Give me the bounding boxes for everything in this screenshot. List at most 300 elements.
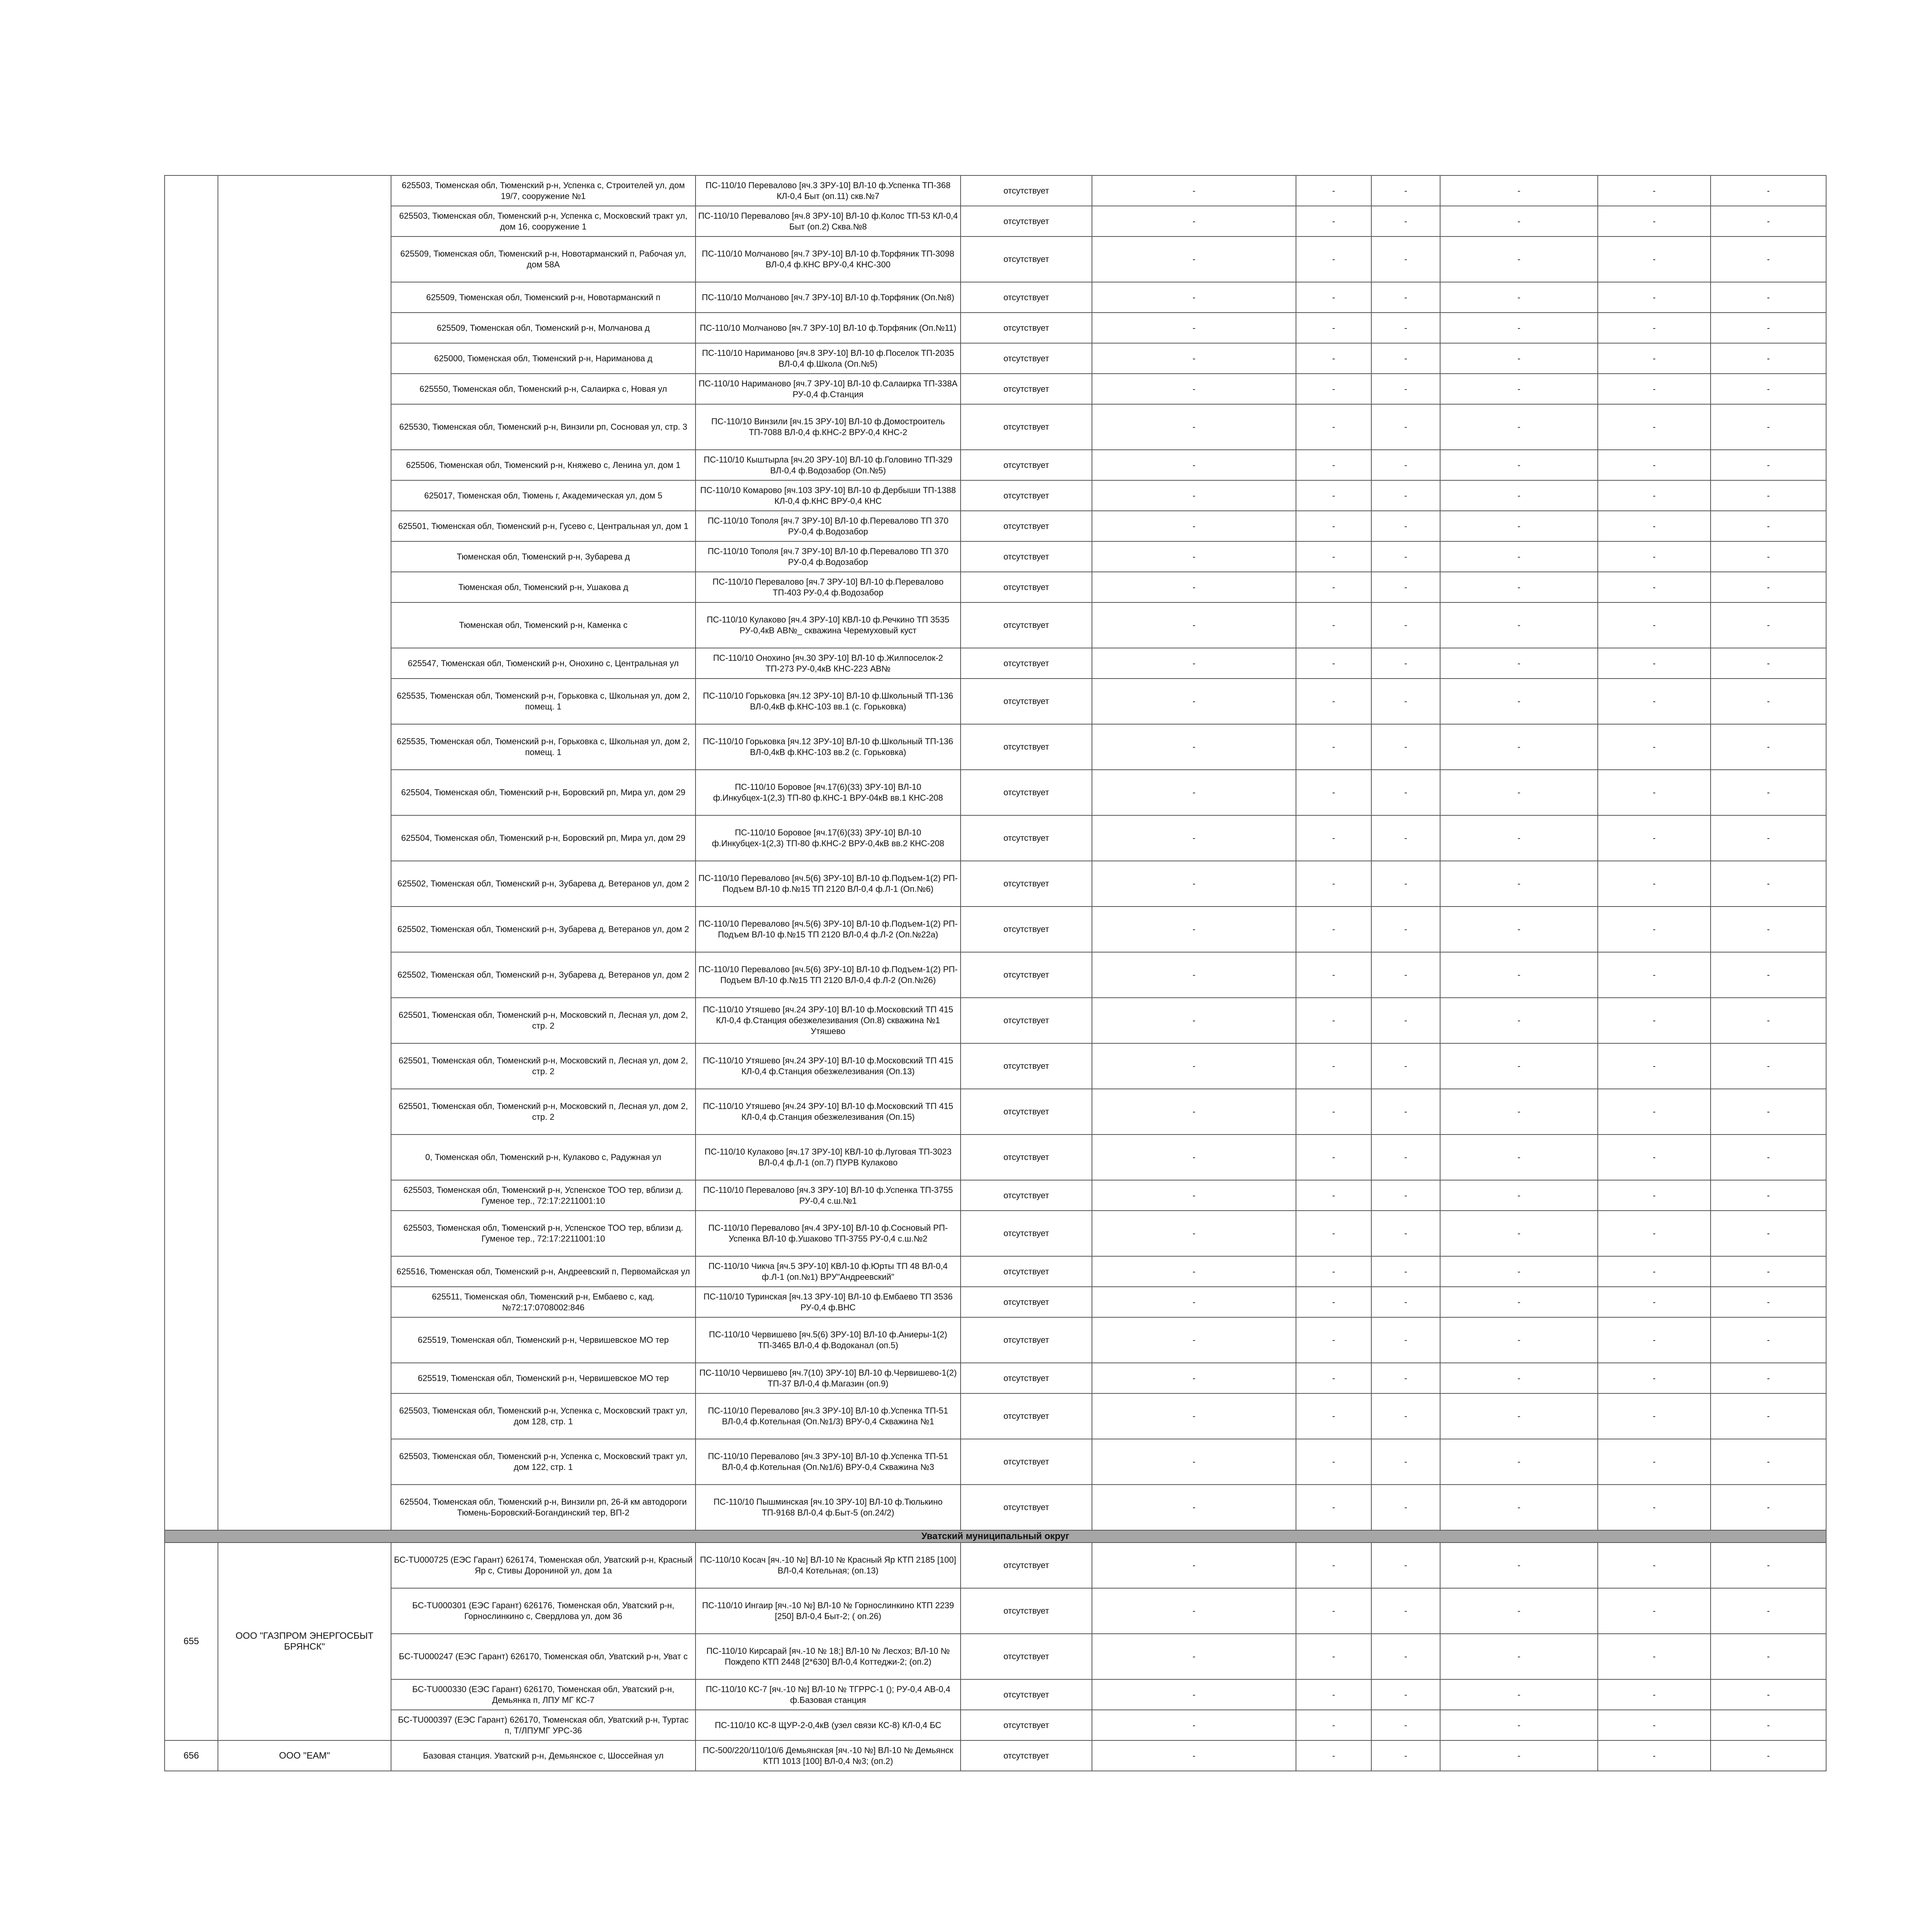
- value-cell: -: [1371, 679, 1440, 724]
- power-line-cell: ПС-110/10 Утяшево [яч.24 ЗРУ-10] ВЛ-10 ф.Московский ТП 415 КЛ-0,4 ф.Станция обезжелезивания (Оп.8) скважина №1 Утяшево: [696, 998, 961, 1043]
- status-cell: отсутствует: [961, 374, 1092, 404]
- address-cell: 625503, Тюменская обл, Тюменский р-н, Успенка с, Московский тракт ул, дом 128, стр. 1: [391, 1393, 696, 1439]
- value-cell: -: [1440, 1393, 1598, 1439]
- value-cell: -: [1440, 952, 1598, 998]
- value-cell: -: [1711, 206, 1826, 236]
- value-cell: -: [1371, 450, 1440, 480]
- table-row: [165, 861, 1826, 907]
- value-cell: -: [1296, 1543, 1371, 1588]
- table-row: [165, 175, 1826, 206]
- address-cell: 625535, Тюменская обл, Тюменский р-н, Горьковка с, Школьная ул, дом 2, помещ. 1: [391, 679, 696, 724]
- value-cell: -: [1296, 679, 1371, 724]
- value-cell: -: [1296, 282, 1371, 313]
- value-cell: -: [1092, 1634, 1296, 1679]
- registry-table: [164, 175, 1827, 1771]
- value-cell: -: [1598, 770, 1711, 815]
- value-cell: -: [1711, 952, 1826, 998]
- power-line-cell: ПС-110/10 Перевалово [яч.8 ЗРУ-10] ВЛ-10 ф.Колос ТП-53 КЛ-0,4 Быт (оп.2) Сква.№8: [696, 206, 961, 236]
- table-row: [165, 648, 1826, 679]
- value-cell: -: [1440, 1588, 1598, 1634]
- value-cell: -: [1296, 1180, 1371, 1211]
- value-cell: -: [1440, 374, 1598, 404]
- address-cell: 625501, Тюменская обл, Тюменский р-н, Московский п, Лесная ул, дом 2, стр. 2: [391, 1089, 696, 1135]
- value-cell: -: [1598, 602, 1711, 648]
- address-cell: 625509, Тюменская обл, Тюменский р-н, Новотарманский п: [391, 282, 696, 313]
- address-cell: Базовая станция. Уватский р-н, Демьянское с, Шоссейная ул: [391, 1740, 696, 1771]
- value-cell: -: [1440, 1485, 1598, 1530]
- power-line-cell: ПС-110/10 Нариманово [яч.7 ЗРУ-10] ВЛ-10 ф.Салаирка ТП-338А РУ-0,4 ф.Станция: [696, 374, 961, 404]
- table-row: [165, 1363, 1826, 1393]
- status-cell: отсутствует: [961, 1634, 1092, 1679]
- value-cell: -: [1598, 1089, 1711, 1135]
- value-cell: -: [1296, 952, 1371, 998]
- status-cell: отсутствует: [961, 1089, 1092, 1135]
- table-row: [165, 1211, 1826, 1256]
- value-cell: -: [1296, 1287, 1371, 1317]
- table-row: [165, 1043, 1826, 1089]
- power-line-cell: ПС-110/10 Туринская [яч.13 ЗРУ-10] ВЛ-10 ф.Ембаево ТП 3536 РУ-0,4 ф.ВНС: [696, 1287, 961, 1317]
- table-row: [165, 313, 1826, 343]
- value-cell: -: [1296, 313, 1371, 343]
- value-cell: -: [1598, 1588, 1711, 1634]
- table-row: [165, 1485, 1826, 1530]
- value-cell: -: [1440, 572, 1598, 602]
- value-cell: -: [1711, 1363, 1826, 1393]
- value-cell: -: [1371, 815, 1440, 861]
- address-cell: 625535, Тюменская обл, Тюменский р-н, Горьковка с, Школьная ул, дом 2, помещ. 1: [391, 724, 696, 770]
- power-line-cell: ПС-110/10 Перевалово [яч.3 ЗРУ-10] ВЛ-10 ф.Успенка ТП-3755 РУ-0,4 с.ш.№1: [696, 1180, 961, 1211]
- value-cell: -: [1440, 1043, 1598, 1089]
- address-cell: 625502, Тюменская обл, Тюменский р-н, Зубарева д, Ветеранов ул, дом 2: [391, 861, 696, 907]
- value-cell: -: [1296, 175, 1371, 206]
- status-cell: отсутствует: [961, 1043, 1092, 1089]
- value-cell: -: [1371, 1393, 1440, 1439]
- value-cell: -: [1598, 1363, 1711, 1393]
- status-cell: отсутствует: [961, 1543, 1092, 1588]
- value-cell: -: [1296, 648, 1371, 679]
- value-cell: -: [1598, 541, 1711, 572]
- value-cell: -: [1440, 480, 1598, 511]
- address-cell: 625504, Тюменская обл, Тюменский р-н, Винзили рп, 26-й км автодороги Тюмень-Боровский-Богандинский тер, ВП-2: [391, 1485, 696, 1530]
- table-row: [165, 815, 1826, 861]
- power-line-cell: ПС-110/10 Косач [яч.-10 №] ВЛ-10 № Красный Яр КТП 2185 [100] ВЛ-0,4 Котельная; (оп.13): [696, 1543, 961, 1588]
- value-cell: -: [1711, 511, 1826, 541]
- value-cell: -: [1296, 1710, 1371, 1740]
- status-cell: отсутствует: [961, 770, 1092, 815]
- address-cell: 625502, Тюменская обл, Тюменский р-н, Зубарева д, Ветеранов ул, дом 2: [391, 907, 696, 952]
- value-cell: -: [1711, 374, 1826, 404]
- value-cell: -: [1598, 1485, 1711, 1530]
- table-row: [165, 1740, 1826, 1771]
- status-cell: отсутствует: [961, 541, 1092, 572]
- power-line-cell: ПС-110/10 Перевалово [яч.5(6) ЗРУ-10] ВЛ-10 ф.Подъем-1(2) РП-Подъем ВЛ-10 ф.№15 ТП 2120 ВЛ-0,4 ф.Л-1 (Оп.№6): [696, 861, 961, 907]
- value-cell: -: [1711, 1740, 1826, 1771]
- power-line-cell: ПС-110/10 Утяшево [яч.24 ЗРУ-10] ВЛ-10 ф.Московский ТП 415 КЛ-0,4 ф.Станция обезжелезивания (Оп.15): [696, 1089, 961, 1135]
- value-cell: -: [1371, 1287, 1440, 1317]
- value-cell: -: [1440, 724, 1598, 770]
- value-cell: -: [1711, 679, 1826, 724]
- value-cell: -: [1440, 998, 1598, 1043]
- value-cell: -: [1296, 1363, 1371, 1393]
- value-cell: -: [1440, 1317, 1598, 1363]
- address-cell: 625503, Тюменская обл, Тюменский р-н, Успенка с, Московский тракт ул, дом 16, сооружение 1: [391, 206, 696, 236]
- status-cell: отсутствует: [961, 648, 1092, 679]
- value-cell: -: [1296, 1588, 1371, 1634]
- value-cell: -: [1711, 1287, 1826, 1317]
- value-cell: -: [1092, 1710, 1296, 1740]
- power-line-cell: ПС-110/10 Кулаково [яч.17 ЗРУ-10] КВЛ-10 ф.Луговая ТП-3023 ВЛ-0,4 ф.Л-1 (оп.7) ПУРВ Кулаково: [696, 1135, 961, 1180]
- value-cell: -: [1711, 1135, 1826, 1180]
- value-cell: -: [1092, 1393, 1296, 1439]
- table-row: [165, 679, 1826, 724]
- status-cell: отсутствует: [961, 1393, 1092, 1439]
- table-row: [165, 1317, 1826, 1363]
- address-cell: 625501, Тюменская обл, Тюменский р-н, Московский п, Лесная ул, дом 2, стр. 2: [391, 1043, 696, 1089]
- value-cell: -: [1296, 206, 1371, 236]
- value-cell: -: [1598, 404, 1711, 450]
- value-cell: -: [1711, 1485, 1826, 1530]
- value-cell: -: [1598, 1043, 1711, 1089]
- value-cell: -: [1092, 1180, 1296, 1211]
- address-cell: 625547, Тюменская обл, Тюменский р-н, Онохино с, Центральная ул: [391, 648, 696, 679]
- address-cell: Тюменская обл, Тюменский р-н, Ушакова д: [391, 572, 696, 602]
- value-cell: -: [1711, 572, 1826, 602]
- row-number-cell: 656: [165, 1740, 218, 1771]
- row-number-cell: 655: [165, 1543, 218, 1740]
- value-cell: -: [1296, 1211, 1371, 1256]
- status-cell: отсутствует: [961, 724, 1092, 770]
- value-cell: -: [1371, 1439, 1440, 1485]
- value-cell: -: [1092, 1135, 1296, 1180]
- value-cell: -: [1092, 404, 1296, 450]
- value-cell: -: [1371, 1679, 1440, 1710]
- value-cell: -: [1598, 1287, 1711, 1317]
- value-cell: -: [1440, 1135, 1598, 1180]
- value-cell: -: [1440, 282, 1598, 313]
- value-cell: -: [1440, 541, 1598, 572]
- value-cell: -: [1598, 343, 1711, 374]
- table-row: [165, 236, 1826, 282]
- value-cell: -: [1598, 648, 1711, 679]
- value-cell: -: [1711, 1588, 1826, 1634]
- value-cell: -: [1711, 313, 1826, 343]
- table-row: [165, 206, 1826, 236]
- value-cell: -: [1296, 1089, 1371, 1135]
- value-cell: -: [1711, 1089, 1826, 1135]
- value-cell: -: [1598, 998, 1711, 1043]
- status-cell: отсутствует: [961, 343, 1092, 374]
- value-cell: -: [1092, 770, 1296, 815]
- value-cell: -: [1296, 450, 1371, 480]
- power-line-cell: ПС-110/10 Горьковка [яч.12 ЗРУ-10] ВЛ-10 ф.Школьный ТП-136 ВЛ-0,4кВ ф.КНС-103 вв.1 (с. Горьковка): [696, 679, 961, 724]
- value-cell: -: [1711, 1211, 1826, 1256]
- power-line-cell: ПС-110/10 Винзили [яч.15 ЗРУ-10] ВЛ-10 ф.Домостроитель ТП-7088 ВЛ-0,4 ф.КНС-2 ВРУ-0,4 КНС-2: [696, 404, 961, 450]
- table-row: [165, 907, 1826, 952]
- organization-cell: ООО "ГАЗПРОМ ЭНЕРГОСБЫТ БРЯНСК": [218, 1543, 391, 1740]
- value-cell: -: [1371, 1089, 1440, 1135]
- section-header-row: [165, 1530, 1826, 1543]
- table-row: [165, 1439, 1826, 1485]
- power-line-cell: ПС-110/10 Утяшево [яч.24 ЗРУ-10] ВЛ-10 ф.Московский ТП 415 КЛ-0,4 ф.Станция обезжелезивания (Оп.13): [696, 1043, 961, 1089]
- value-cell: -: [1598, 1679, 1711, 1710]
- status-cell: отсутствует: [961, 1317, 1092, 1363]
- value-cell: -: [1598, 1543, 1711, 1588]
- power-line-cell: ПС-500/220/110/10/6 Демьянская [яч.-10 №] ВЛ-10 № Демьянск КТП 1013 [100] ВЛ-0,4 №3; (оп.2): [696, 1740, 961, 1771]
- value-cell: -: [1598, 679, 1711, 724]
- table-row: [165, 480, 1826, 511]
- value-cell: -: [1711, 861, 1826, 907]
- value-cell: -: [1371, 206, 1440, 236]
- value-cell: -: [1440, 907, 1598, 952]
- value-cell: -: [1296, 1439, 1371, 1485]
- value-cell: -: [1371, 541, 1440, 572]
- value-cell: -: [1092, 1740, 1296, 1771]
- address-cell: 625501, Тюменская обл, Тюменский р-н, Московский п, Лесная ул, дом 2, стр. 2: [391, 998, 696, 1043]
- status-cell: отсутствует: [961, 313, 1092, 343]
- value-cell: -: [1092, 236, 1296, 282]
- table-row: [165, 282, 1826, 313]
- table-row: [165, 1135, 1826, 1180]
- value-cell: -: [1711, 815, 1826, 861]
- value-cell: -: [1092, 1363, 1296, 1393]
- power-line-cell: ПС-110/10 Тополя [яч.7 ЗРУ-10] ВЛ-10 ф.Перевалово ТП 370 РУ-0,4 ф.Водозабор: [696, 511, 961, 541]
- value-cell: -: [1440, 861, 1598, 907]
- value-cell: -: [1711, 480, 1826, 511]
- value-cell: -: [1598, 1634, 1711, 1679]
- address-cell: 625503, Тюменская обл, Тюменский р-н, Успенка с, Строителей ул, дом 19/7, сооружение №1: [391, 175, 696, 206]
- power-line-cell: ПС-110/10 Перевалово [яч.7 ЗРУ-10] ВЛ-10 ф.Перевалово ТП-403 РУ-0,4 ф.Водозабор: [696, 572, 961, 602]
- table-row: [165, 770, 1826, 815]
- value-cell: -: [1711, 1634, 1826, 1679]
- table-row: [165, 1256, 1826, 1287]
- power-line-cell: ПС-110/10 Молчаново [яч.7 ЗРУ-10] ВЛ-10 ф.Торфяник ТП-3098 ВЛ-0,4 ф.КНС ВРУ-0,4 КНС-300: [696, 236, 961, 282]
- status-cell: отсутствует: [961, 1439, 1092, 1485]
- value-cell: -: [1092, 480, 1296, 511]
- value-cell: -: [1296, 998, 1371, 1043]
- value-cell: -: [1440, 1089, 1598, 1135]
- power-line-cell: ПС-110/10 КС-8 ЩУР-2-0,4кВ (узел связи КС-8) КЛ-0,4 БС: [696, 1710, 961, 1740]
- address-cell: 625503, Тюменская обл, Тюменский р-н, Успенское ТОО тер, вблизи д. Гуменое тер., 72:17:2211001:10: [391, 1180, 696, 1211]
- value-cell: -: [1711, 1180, 1826, 1211]
- value-cell: -: [1092, 1287, 1296, 1317]
- value-cell: -: [1092, 511, 1296, 541]
- value-cell: -: [1440, 313, 1598, 343]
- address-cell: 625550, Тюменская обл, Тюменский р-н, Салаирка с, Новая ул: [391, 374, 696, 404]
- value-cell: -: [1092, 1211, 1296, 1256]
- power-line-cell: ПС-110/10 Перевалово [яч.5(6) ЗРУ-10] ВЛ-10 ф.Подъем-1(2) РП-Подъем ВЛ-10 ф.№15 ТП 2120 ВЛ-0,4 ф.Л-2 (Оп.№26): [696, 952, 961, 998]
- value-cell: -: [1092, 1679, 1296, 1710]
- value-cell: -: [1598, 450, 1711, 480]
- status-cell: отсутствует: [961, 450, 1092, 480]
- value-cell: -: [1711, 602, 1826, 648]
- status-cell: отсутствует: [961, 206, 1092, 236]
- value-cell: -: [1296, 236, 1371, 282]
- value-cell: -: [1440, 1363, 1598, 1393]
- status-cell: отсутствует: [961, 282, 1092, 313]
- value-cell: -: [1296, 480, 1371, 511]
- value-cell: -: [1296, 861, 1371, 907]
- address-cell: БС-TU000725 (ЕЭС Гарант) 626174, Тюменская обл, Уватский р-н, Красный Яр с, Стивы Дорониной ул, дом 1а: [391, 1543, 696, 1588]
- value-cell: -: [1092, 175, 1296, 206]
- value-cell: -: [1711, 1256, 1826, 1287]
- value-cell: -: [1711, 648, 1826, 679]
- value-cell: -: [1092, 374, 1296, 404]
- status-cell: отсутствует: [961, 236, 1092, 282]
- value-cell: -: [1371, 1211, 1440, 1256]
- value-cell: -: [1296, 374, 1371, 404]
- value-cell: -: [1440, 679, 1598, 724]
- address-cell: 625504, Тюменская обл, Тюменский р-н, Боровский рп, Мира ул, дом 29: [391, 770, 696, 815]
- value-cell: -: [1296, 1043, 1371, 1089]
- table-row: [165, 1393, 1826, 1439]
- table-row: [165, 1287, 1826, 1317]
- value-cell: -: [1371, 998, 1440, 1043]
- value-cell: -: [1440, 815, 1598, 861]
- value-cell: -: [1092, 1043, 1296, 1089]
- value-cell: -: [1598, 236, 1711, 282]
- power-line-cell: ПС-110/10 Червишево [яч.7(10) ЗРУ-10] ВЛ-10 ф.Червишево-1(2) ТП-37 ВЛ-0,4 ф.Магазин (оп.9): [696, 1363, 961, 1393]
- power-line-cell: ПС-110/10 Перевалово [яч.3 ЗРУ-10] ВЛ-10 ф.Успенка ТП-51 ВЛ-0,4 ф.Котельная (Оп.№1/3) ВРУ-0,4 Скважина №1: [696, 1393, 961, 1439]
- value-cell: -: [1296, 1740, 1371, 1771]
- value-cell: -: [1092, 1588, 1296, 1634]
- value-cell: -: [1598, 480, 1711, 511]
- value-cell: -: [1371, 648, 1440, 679]
- address-cell: 0, Тюменская обл, Тюменский р-н, Кулаково с, Радужная ул: [391, 1135, 696, 1180]
- value-cell: -: [1371, 1634, 1440, 1679]
- value-cell: -: [1371, 1180, 1440, 1211]
- power-line-cell: ПС-110/10 Пышминская [яч.10 ЗРУ-10] ВЛ-10 ф.Тюлькино ТП-9168 ВЛ-0,4 ф.Быт-5 (оп.24/2): [696, 1485, 961, 1530]
- value-cell: -: [1296, 1634, 1371, 1679]
- table-row: [165, 724, 1826, 770]
- value-cell: -: [1092, 1543, 1296, 1588]
- table-row: [165, 572, 1826, 602]
- value-cell: -: [1598, 511, 1711, 541]
- value-cell: -: [1092, 998, 1296, 1043]
- address-cell: БС-TU000301 (ЕЭС Гарант) 626176, Тюменская обл, Уватский р-н, Горнослинкино с, Свердлова ул, дом 36: [391, 1588, 696, 1634]
- value-cell: -: [1371, 1256, 1440, 1287]
- address-cell: Тюменская обл, Тюменский р-н, Зубарева д: [391, 541, 696, 572]
- value-cell: -: [1092, 648, 1296, 679]
- value-cell: -: [1296, 404, 1371, 450]
- value-cell: -: [1711, 236, 1826, 282]
- value-cell: -: [1371, 1135, 1440, 1180]
- value-cell: -: [1371, 1588, 1440, 1634]
- status-cell: отсутствует: [961, 1710, 1092, 1740]
- power-line-cell: ПС-110/10 Перевалово [яч.5(6) ЗРУ-10] ВЛ-10 ф.Подъем-1(2) РП-Подъем ВЛ-10 ф.№15 ТП 2120 ВЛ-0,4 ф.Л-2 (Оп.№22а): [696, 907, 961, 952]
- value-cell: -: [1598, 572, 1711, 602]
- value-cell: -: [1371, 1485, 1440, 1530]
- value-cell: -: [1598, 815, 1711, 861]
- value-cell: -: [1440, 175, 1598, 206]
- table-row: [165, 374, 1826, 404]
- status-cell: отсутствует: [961, 1740, 1092, 1771]
- value-cell: -: [1371, 1710, 1440, 1740]
- value-cell: -: [1598, 1211, 1711, 1256]
- value-cell: -: [1296, 343, 1371, 374]
- value-cell: -: [1598, 1439, 1711, 1485]
- address-cell: 625503, Тюменская обл, Тюменский р-н, Успенка с, Московский тракт ул, дом 122, стр. 1: [391, 1439, 696, 1485]
- status-cell: отсутствует: [961, 1363, 1092, 1393]
- value-cell: -: [1440, 236, 1598, 282]
- value-cell: -: [1092, 1256, 1296, 1287]
- row-number-cell: [165, 175, 218, 1530]
- table-row: [165, 1679, 1826, 1710]
- value-cell: -: [1371, 404, 1440, 450]
- value-cell: -: [1711, 450, 1826, 480]
- status-cell: отсутствует: [961, 175, 1092, 206]
- value-cell: -: [1371, 480, 1440, 511]
- table-row: [165, 1543, 1826, 1588]
- value-cell: -: [1371, 952, 1440, 998]
- value-cell: -: [1296, 1317, 1371, 1363]
- address-cell: 625501, Тюменская обл, Тюменский р-н, Гусево с, Центральная ул, дом 1: [391, 511, 696, 541]
- table-row: [165, 952, 1826, 998]
- value-cell: -: [1296, 1393, 1371, 1439]
- value-cell: -: [1598, 206, 1711, 236]
- power-line-cell: ПС-110/10 Молчаново [яч.7 ЗРУ-10] ВЛ-10 ф.Торфяник (Оп.№11): [696, 313, 961, 343]
- value-cell: -: [1092, 282, 1296, 313]
- status-cell: отсутствует: [961, 1287, 1092, 1317]
- value-cell: -: [1371, 602, 1440, 648]
- address-cell: 625530, Тюменская обл, Тюменский р-н, Винзили рп, Сосновая ул, стр. 3: [391, 404, 696, 450]
- value-cell: -: [1296, 1256, 1371, 1287]
- table-row: [165, 602, 1826, 648]
- value-cell: -: [1598, 724, 1711, 770]
- value-cell: -: [1440, 404, 1598, 450]
- status-cell: отсутствует: [961, 998, 1092, 1043]
- status-cell: отсутствует: [961, 1180, 1092, 1211]
- value-cell: -: [1092, 907, 1296, 952]
- value-cell: -: [1296, 541, 1371, 572]
- value-cell: -: [1440, 1439, 1598, 1485]
- power-line-cell: ПС-110/10 Чикча [яч.5 ЗРУ-10] КВЛ-10 ф.Юрты ТП 48 ВЛ-0,4 ф.Л-1 (оп.№1) ВРУ"Андреевский": [696, 1256, 961, 1287]
- status-cell: отсутствует: [961, 602, 1092, 648]
- status-cell: отсутствует: [961, 815, 1092, 861]
- power-line-cell: ПС-110/10 Кыштырла [яч.20 ЗРУ-10] ВЛ-10 ф.Головино ТП-329 ВЛ-0,4 ф.Водозабор (Оп.№5): [696, 450, 961, 480]
- value-cell: -: [1371, 236, 1440, 282]
- value-cell: -: [1371, 374, 1440, 404]
- value-cell: -: [1371, 861, 1440, 907]
- address-cell: 625503, Тюменская обл, Тюменский р-н, Успенское ТОО тер, вблизи д. Гуменое тер., 72:17:2211001:10: [391, 1211, 696, 1256]
- status-cell: отсутствует: [961, 1679, 1092, 1710]
- value-cell: -: [1092, 1089, 1296, 1135]
- status-cell: отсутствует: [961, 679, 1092, 724]
- status-cell: отсутствует: [961, 480, 1092, 511]
- value-cell: -: [1440, 1211, 1598, 1256]
- power-line-cell: ПС-110/10 Перевалово [яч.4 ЗРУ-10] ВЛ-10 ф.Сосновый РП-Успенка ВЛ-10 ф.Ушаково ТП-3755 РУ-0,4 с.ш.№2: [696, 1211, 961, 1256]
- status-cell: отсутствует: [961, 1256, 1092, 1287]
- value-cell: -: [1711, 724, 1826, 770]
- value-cell: -: [1440, 648, 1598, 679]
- value-cell: -: [1598, 1256, 1711, 1287]
- power-line-cell: ПС-110/10 Онохино [яч.30 ЗРУ-10] ВЛ-10 ф.Жилпоселок-2 ТП-273 РУ-0,4кВ КНС-223 АВ№: [696, 648, 961, 679]
- value-cell: -: [1440, 770, 1598, 815]
- value-cell: -: [1440, 1180, 1598, 1211]
- power-line-cell: ПС-110/10 Кулаково [яч.4 ЗРУ-10] КВЛ-10 ф.Речкино ТП 3535 РУ-0,4кВ АВ№_ скважина Черемуховый куст: [696, 602, 961, 648]
- value-cell: -: [1371, 282, 1440, 313]
- value-cell: -: [1092, 1317, 1296, 1363]
- value-cell: -: [1440, 450, 1598, 480]
- value-cell: -: [1092, 724, 1296, 770]
- organization-cell: [218, 175, 391, 1530]
- table-row: [165, 1180, 1826, 1211]
- value-cell: -: [1440, 511, 1598, 541]
- value-cell: -: [1598, 282, 1711, 313]
- table-row: [165, 1710, 1826, 1740]
- table-row: [165, 541, 1826, 572]
- value-cell: -: [1711, 404, 1826, 450]
- value-cell: -: [1598, 175, 1711, 206]
